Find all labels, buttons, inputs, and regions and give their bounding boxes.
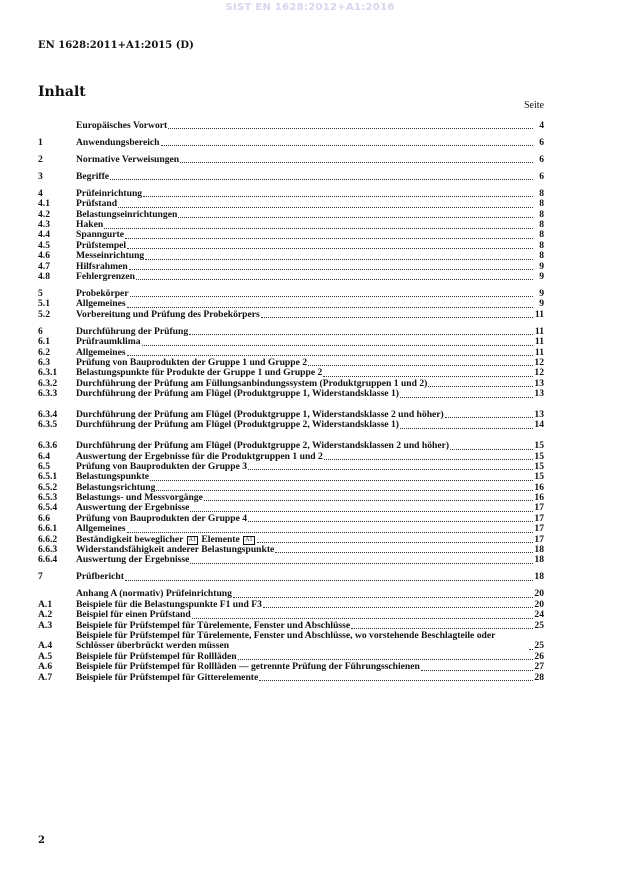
toc-entry-title: Allgemeines [76, 299, 126, 310]
toc-entry[interactable] [38, 272, 544, 282]
toc-entry[interactable] [38, 673, 544, 683]
toc-entry-page: 8 [539, 198, 544, 210]
toc-entry[interactable] [38, 289, 544, 299]
toc-entry-page: 16 [534, 492, 544, 504]
dot-leader [127, 531, 533, 533]
toc-entry-number: 6 [38, 325, 43, 337]
toc-entry[interactable] [38, 452, 544, 462]
dot-leader [129, 268, 533, 270]
toc-entry-number: 6.3.4 [38, 408, 58, 420]
toc-entry-title: Allgemeines [76, 524, 126, 535]
toc-entry-number: 6.6.1 [38, 523, 58, 535]
page-column-label: Seite [524, 100, 544, 111]
dot-leader [161, 144, 533, 146]
toc-entry-title: Begriffe [76, 171, 110, 182]
toc-entry-title: Beispiele für Prüfstempel für Rollläden [76, 651, 237, 662]
toc-entry-page: 9 [539, 260, 544, 272]
dot-leader [150, 479, 533, 481]
toc-entry-page: 13 [534, 408, 544, 420]
page-title: Inhalt [38, 84, 86, 100]
toc-entry-title: Anhang A (normativ) Prüfeinrichtung [76, 589, 232, 600]
dot-leader [145, 258, 533, 260]
toc-entry-number: A.3 [38, 619, 53, 631]
toc-entry[interactable] [38, 652, 544, 662]
toc-entry-number: 4 [38, 187, 43, 199]
dot-leader [238, 658, 533, 660]
amendment-start-marker: A1 [188, 536, 196, 543]
toc-entry-number: A.4 [38, 640, 53, 652]
toc-entry[interactable] [38, 610, 544, 620]
toc-entry-page: 8 [539, 239, 544, 251]
toc-entry[interactable] [38, 241, 544, 251]
toc-entry-page: 14 [534, 419, 544, 431]
dot-leader [127, 354, 533, 356]
toc-entry-title: Prüfung von Bauprodukten der Gruppe 1 und Gruppe 2 [76, 357, 308, 368]
toc-entry-number: A.6 [38, 661, 53, 673]
dot-leader [104, 227, 533, 229]
dot-leader [529, 648, 533, 650]
toc-entry-number: 5 [38, 288, 43, 300]
page-number: 2 [38, 835, 45, 846]
table-of-contents [38, 121, 544, 683]
toc-entry[interactable] [38, 483, 544, 493]
toc-entry-page: 13 [534, 388, 544, 400]
toc-entry-page: 15 [534, 471, 544, 483]
toc-entry-number: 6.3 [38, 356, 50, 368]
toc-entry[interactable] [38, 662, 544, 672]
toc-entry-number: 6.3.6 [38, 440, 58, 452]
toc-entry-page: 12 [534, 356, 544, 368]
toc-entry[interactable] [38, 503, 544, 513]
toc-entry-page: 28 [534, 671, 544, 683]
toc-entry[interactable] [38, 400, 544, 421]
toc-entry-number: 3 [38, 170, 43, 182]
document-header: EN 1628:2011+A1:2015 (D) [38, 40, 194, 51]
toc-entry-page: 18 [534, 571, 544, 583]
toc-entry-page: 20 [534, 588, 544, 600]
toc-entry-page: 24 [534, 609, 544, 621]
toc-entry-page: 17 [534, 502, 544, 514]
toc-entry-title: Durchführung der Prüfung am Füllungsanbindungssystem (Produktgruppen 1 und 2) [76, 378, 428, 389]
toc-entry-title: Prüfstempel [76, 240, 127, 251]
toc-entry[interactable] [38, 431, 544, 452]
dot-leader [308, 364, 533, 366]
toc-entry[interactable] [38, 121, 544, 131]
toc-entry-title: Beispiele für die Belastungspunkte F1 und F3 [76, 599, 262, 610]
dot-leader [189, 333, 533, 335]
toc-entry-number: 6.5.2 [38, 481, 58, 493]
toc-entry-number: 6.5.4 [38, 502, 58, 514]
toc-entry-title: Belastungseinrichtungen [76, 209, 178, 220]
dot-leader [110, 178, 533, 180]
toc-entry-title: Belastungspunkte für Produkte der Gruppe 1 und Gruppe 2 [76, 368, 323, 379]
toc-entry[interactable] [38, 389, 544, 399]
toc-entry-title: Prüfung von Bauprodukten der Gruppe 3 [76, 461, 248, 472]
dot-leader [178, 216, 533, 218]
toc-entry-title: Anwendungsbereich [76, 137, 160, 148]
toc-entry-number: 6.3.3 [38, 388, 58, 400]
toc-entry[interactable] [38, 251, 544, 261]
dot-leader [275, 551, 533, 553]
dot-leader [204, 499, 533, 501]
toc-entry-number: 4.8 [38, 271, 50, 283]
toc-entry-number: 4.5 [38, 239, 50, 251]
dot-leader [190, 562, 533, 564]
toc-entry[interactable] [38, 514, 544, 524]
toc-entry-page: 17 [534, 533, 544, 545]
toc-entry[interactable] [38, 358, 544, 368]
toc-entry-title: Widerstandsfähigkeit anderer Belastungspunkte [76, 545, 275, 556]
toc-entry[interactable] [38, 600, 544, 610]
toc-entry-page: 25 [534, 640, 544, 652]
toc-entry-title: Vorbereitung und Prüfung des Probekörpers [76, 309, 260, 320]
toc-entry-page: 8 [539, 250, 544, 262]
toc-entry-number: 6.6.2 [38, 533, 58, 545]
toc-entry[interactable] [38, 310, 544, 320]
toc-entry-title: Haken [76, 220, 104, 231]
toc-entry[interactable] [38, 172, 544, 182]
toc-entry-page: 15 [534, 460, 544, 472]
dot-leader [142, 344, 534, 346]
toc-entry-page: 9 [539, 288, 544, 300]
toc-entry[interactable] [38, 524, 544, 534]
toc-entry-title: Prüfstand [76, 199, 118, 210]
toc-entry[interactable] [38, 472, 544, 482]
toc-entry-number: 6.3.1 [38, 367, 58, 379]
toc-entry[interactable] [38, 199, 544, 209]
toc-entry[interactable] [38, 420, 544, 430]
toc-entry-title: Prüfung von Bauprodukten der Gruppe 4 [76, 513, 248, 524]
toc-entry-number: 6.6.4 [38, 554, 58, 566]
toc-entry-number: 6.3.2 [38, 377, 58, 389]
dot-leader [136, 278, 533, 280]
toc-entry-title: Probekörper [76, 289, 129, 300]
toc-entry-page: 11 [534, 308, 544, 320]
toc-entry-title: Normative Verweisungen [76, 154, 180, 165]
dot-leader [428, 385, 533, 387]
dot-leader [400, 396, 533, 398]
toc-entry-number: 6.2 [38, 346, 50, 358]
toc-entry[interactable] [38, 572, 544, 582]
toc-entry-page: 9 [539, 271, 544, 283]
toc-entry-page: 9 [539, 298, 544, 310]
toc-entry-title: Messeinrichtung [76, 251, 145, 262]
toc-entry[interactable] [38, 368, 544, 378]
toc-entry-number: 6.6 [38, 512, 50, 524]
dot-leader [450, 448, 533, 450]
toc-entry-number: A.1 [38, 598, 53, 610]
toc-entry-page: 8 [539, 208, 544, 220]
toc-entry-title: Durchführung der Prüfung am Flügel (Produktgruppe 1, Widerstandsklasse 1) [76, 389, 399, 400]
toc-entry-title: Durchführung der Prüfung am Flügel (Produktgruppe 1, Widerstandsklasse 2 und höher) [76, 409, 444, 420]
toc-entry[interactable] [38, 545, 544, 555]
toc-entry[interactable] [38, 493, 544, 503]
toc-entry-number: 6.5 [38, 460, 50, 472]
toc-entry-title: Beispiele für Prüfstempel für Türelemente, Fenster und Abschlüsse [76, 620, 351, 631]
toc-entry-page: 17 [534, 523, 544, 535]
dot-leader [351, 627, 533, 629]
amendment-end-marker: A1 [245, 536, 253, 543]
toc-entry-title-text: Elemente [201, 534, 240, 545]
dot-leader [168, 127, 533, 129]
toc-entry-number: 6.6.3 [38, 544, 58, 556]
toc-entry-title: Allgemeines [76, 347, 126, 358]
toc-entry-number: A.2 [38, 609, 53, 621]
toc-entry[interactable] [38, 589, 544, 599]
toc-entry-page: 11 [534, 346, 544, 358]
toc-entry-page: 13 [534, 377, 544, 389]
dot-leader [192, 617, 533, 619]
toc-entry[interactable] [38, 138, 544, 148]
toc-entry[interactable] [38, 555, 544, 565]
toc-entry-title: Durchführung der Prüfung am Flügel (Produktgruppe 2, Widerstandsklasse 1) [76, 420, 399, 431]
toc-entry-number: 4.7 [38, 260, 50, 272]
toc-entry-title: Prüfeinrichtung [76, 188, 143, 199]
toc-entry-title: Belastungspunkte [76, 472, 150, 483]
toc-entry-number: 2 [38, 153, 43, 165]
toc-entry-number: 1 [38, 136, 43, 148]
dot-leader [445, 416, 533, 418]
toc-entry-title: Fehlergrenzen [76, 272, 135, 283]
toc-entry-number: 5.2 [38, 308, 50, 320]
toc-entry-title: Beispiele für Prüfstempel für Gitterelemente [76, 672, 259, 683]
toc-entry-page: 11 [534, 336, 544, 348]
toc-entry-page: 25 [534, 619, 544, 631]
toc-entry-number: 4.4 [38, 229, 50, 241]
toc-entry[interactable] [38, 155, 544, 165]
toc-entry-title: Auswertung der Ergebnisse für die Produktgruppen 1 und 2 [76, 451, 323, 462]
dot-leader [400, 427, 533, 429]
toc-entry[interactable] [38, 462, 544, 472]
toc-entry-page: 15 [534, 450, 544, 462]
toc-entry-page: 8 [539, 229, 544, 241]
toc-entry-page: 8 [539, 187, 544, 199]
dot-leader [130, 295, 533, 297]
toc-entry[interactable] [38, 327, 544, 337]
dot-leader [257, 541, 534, 543]
dot-leader [263, 606, 533, 608]
toc-entry[interactable] [38, 210, 544, 220]
dot-leader [248, 520, 533, 522]
toc-entry-number: 4.6 [38, 250, 50, 262]
toc-entry[interactable] [38, 535, 544, 545]
toc-entry-page: 26 [534, 650, 544, 662]
toc-entry-title: Auswertung der Ergebnisse [76, 555, 190, 566]
toc-entry-page: 27 [534, 661, 544, 673]
toc-entry-page: 18 [534, 544, 544, 556]
toc-entry-page: 8 [539, 219, 544, 231]
toc-entry-page: 6 [539, 153, 544, 165]
toc-entry[interactable] [38, 231, 544, 241]
toc-entry-number: 6.3.5 [38, 419, 58, 431]
toc-entry-page: 16 [534, 481, 544, 493]
toc-entry[interactable] [38, 631, 544, 652]
toc-entry-number: 6.1 [38, 336, 50, 348]
toc-entry[interactable] [38, 337, 544, 347]
toc-entry-title: Prüfraumklima [76, 337, 141, 348]
toc-entry-title: Belastungsrichtung [76, 482, 156, 493]
dot-leader [421, 669, 533, 671]
toc-entry-title [76, 535, 256, 545]
toc-entry-title: Auswertung der Ergebnisse [76, 503, 190, 514]
dot-leader [259, 679, 533, 681]
toc-entry-page: 12 [534, 367, 544, 379]
toc-entry-page: 11 [534, 325, 544, 337]
dot-leader [324, 458, 533, 460]
toc-entry[interactable] [38, 189, 544, 199]
toc-entry-number: A.7 [38, 671, 53, 683]
toc-entry[interactable] [38, 348, 544, 358]
toc-entry-number: 6.5.1 [38, 471, 58, 483]
toc-entry-page: 15 [534, 440, 544, 452]
dot-leader [323, 375, 533, 377]
dot-leader [261, 316, 533, 318]
toc-entry-title: Durchführung der Prüfung [76, 326, 189, 337]
toc-entry-title: Belastungs- und Messvorgänge [76, 493, 203, 504]
dot-leader [125, 237, 533, 239]
toc-entry-title: Beispiele für Prüfstempel für Rollläden — getrennte Prüfung der Führungsschienen [76, 662, 420, 673]
toc-entry-number: 4.1 [38, 198, 50, 210]
toc-entry-number: 4.2 [38, 208, 50, 220]
dot-leader [125, 579, 533, 581]
dot-leader [127, 247, 533, 249]
toc-entry-title: Hilfsrahmen [76, 261, 128, 272]
toc-entry-title: Spanngurte [76, 230, 124, 241]
toc-entry-title: Europäisches Vorwort [76, 120, 168, 131]
dot-leader [180, 161, 533, 163]
dot-leader [118, 206, 533, 208]
toc-entry-page: 4 [539, 119, 544, 131]
toc-entry-page: 6 [539, 136, 544, 148]
toc-entry[interactable] [38, 262, 544, 272]
toc-entry-title: Beispiele für Prüfstempel für Türelemente, Fenster und Abschlüsse, wo vorstehende Beschlagteile oder Schlösser überbrückt werden müssen [76, 630, 496, 652]
toc-entry-number: 4.3 [38, 219, 50, 231]
toc-entry-number: 6.5.3 [38, 492, 58, 504]
toc-entry-title-text: Beständigkeit beweglicher [76, 534, 184, 545]
toc-entry[interactable] [38, 220, 544, 230]
toc-entry[interactable] [38, 379, 544, 389]
toc-entry-page: 18 [534, 554, 544, 566]
dot-leader [233, 596, 533, 598]
dot-leader [156, 489, 533, 491]
toc-entry-title: Beispiel für einen Prüfstand [76, 610, 191, 621]
toc-entry-number: 7 [38, 571, 43, 583]
dot-leader [143, 195, 533, 197]
toc-entry-title: Durchführung der Prüfung am Flügel (Produktgruppe 2, Widerstandsklassen 2 und höher) [76, 441, 450, 452]
toc-entry-number: A.5 [38, 650, 53, 662]
toc-entry-title: Prüfbericht [76, 572, 124, 583]
dot-leader [127, 306, 533, 308]
toc-entry[interactable] [38, 621, 544, 631]
toc-entry-page: 6 [539, 170, 544, 182]
toc-entry-page: 20 [534, 598, 544, 610]
dot-leader [248, 468, 533, 470]
toc-entry-number: 5.1 [38, 298, 50, 310]
toc-entry-number: 6.4 [38, 450, 50, 462]
toc-entry[interactable] [38, 299, 544, 309]
toc-entry-page: 17 [534, 512, 544, 524]
watermark: SIST EN 1628:2012+A1:2016 [225, 2, 395, 13]
dot-leader [190, 510, 533, 512]
